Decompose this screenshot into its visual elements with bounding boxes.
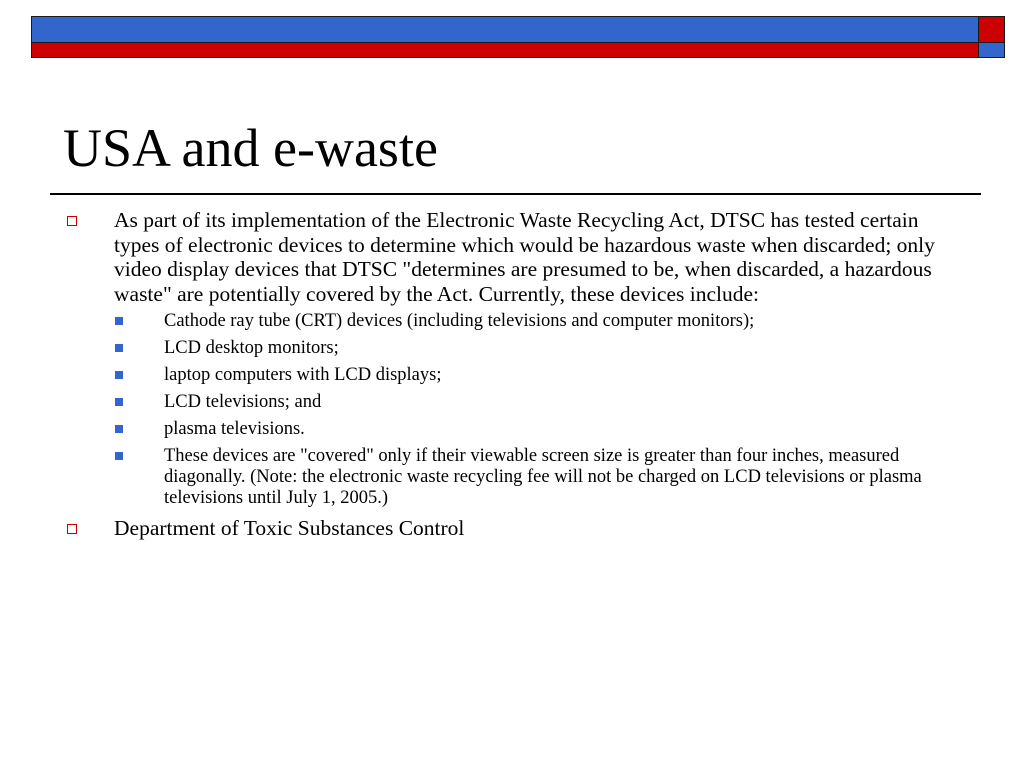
sub-bullet-item [62, 311, 962, 332]
filled-square-bullet-icon [115, 425, 123, 433]
sub-bullet-text: Cathode ray tube (CRT) devices (including televisions and computer monitors); [164, 311, 755, 331]
filled-square-bullet-icon [115, 398, 123, 406]
sub-bullet-text: LCD desktop monitors; [164, 338, 339, 358]
bullet-item [62, 516, 962, 541]
filled-square-bullet-icon [115, 344, 123, 352]
sub-bullet-item [62, 446, 962, 509]
sub-bullet-text: These devices are "covered" only if their viewable screen size is greater than four inches, measured diagonally. (Note: the electronic waste recycling fee will not be charged on LCD televisions or plasma televisions until July 1, 2005.) [164, 446, 922, 508]
hollow-square-bullet-icon [67, 524, 77, 534]
header-bar-red [31, 42, 979, 58]
filled-square-bullet-icon [115, 452, 123, 460]
sub-bullet-item [62, 392, 962, 413]
sub-bullet-item [62, 338, 962, 359]
slide-body [62, 208, 962, 541]
sub-bullet-text: laptop computers with LCD displays; [164, 365, 442, 385]
sub-bullet-list [62, 311, 962, 509]
header-bar-blue [31, 16, 979, 43]
sub-bullet-text: plasma televisions. [164, 419, 305, 439]
title-divider [50, 193, 981, 195]
header-square-red [978, 16, 1005, 43]
sub-bullet-text: LCD televisions; and [164, 392, 322, 412]
hollow-square-bullet-icon [67, 216, 77, 226]
slide-title: USA and e-waste [63, 118, 438, 178]
bullet-text: As part of its implementation of the Electronic Waste Recycling Act, DTSC has tested certain types of electronic devices to determine which would be hazardous waste when discarded; only video display devices that DTSC "determines are presumed to be, when discarded, a hazardous waste" are potentially covered by the Act. Currently, these devices include: [114, 208, 935, 306]
filled-square-bullet-icon [115, 371, 123, 379]
sub-bullet-item [62, 419, 962, 440]
bullet-item [62, 208, 962, 306]
header-square-blue [978, 42, 1005, 58]
sub-bullet-item [62, 365, 962, 386]
filled-square-bullet-icon [115, 317, 123, 325]
bullet-text: Department of Toxic Substances Control [114, 516, 465, 540]
